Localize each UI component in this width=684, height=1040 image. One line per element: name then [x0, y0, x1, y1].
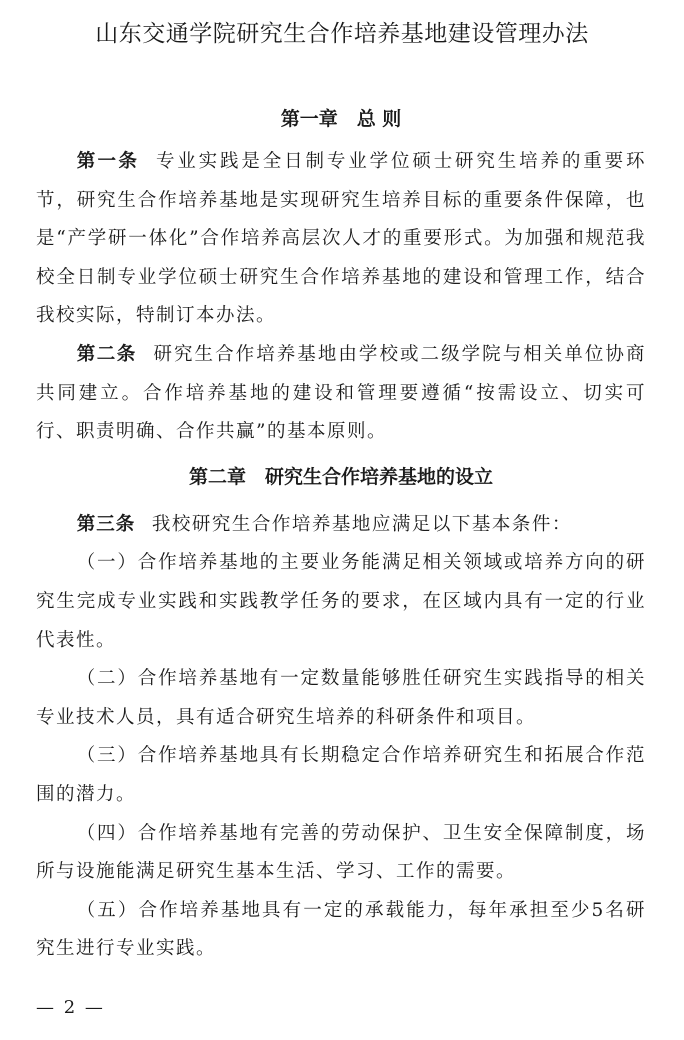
article-3-item-1: （一）合作培养基地的主要业务能满足相关领域或培养方向的研究生完成专业实践和实践教学任务的要求，在区域内具有一定的行业代表性。 — [36, 552, 646, 651]
page-number: — 2 — — [36, 997, 105, 1018]
chapter-1-heading: 第一章 总 则 — [280, 108, 402, 130]
document-title: 山东交通学院研究生合作培养基地建设管理办法 — [95, 21, 589, 47]
article-1-label: 第一条 — [76, 151, 140, 172]
article-1 — [36, 143, 646, 336]
article-2-label: 第二条 — [76, 343, 137, 365]
article-2 — [36, 336, 646, 452]
chapter-2-heading: 第二章 研究生合作培养基地的设立 — [188, 465, 493, 488]
article-3 — [36, 506, 646, 545]
article-3-item-5: （五）合作培养基地具有一定的承载能力，每年承担至少5名研究生进行专业实践。 — [36, 899, 646, 960]
document-body — [36, 98, 646, 969]
article-3-text: 我校研究生合作培养基地应满足以下基本条件： — [151, 513, 572, 535]
article-3-item-4: （四）合作培养基地有完善的劳动保护、卫生安全保障制度，场所与设施能满足研究生基本生活、学习、工作的需要。 — [36, 822, 646, 883]
article-3-item-3: （三）合作培养基地具有长期稳定合作培养研究生和拓展合作范围的潜力。 — [36, 745, 646, 805]
article-3-item-2: （二）合作培养基地有一定数量能够胜任研究生实践指导的相关专业技术人员，具有适合研究生培养的科研条件和项目。 — [36, 668, 646, 728]
article-1-text: 专业实践是全日制专业学位硕士研究生培养的重要环节，研究生合作培养基地是实现研究生培养目标的重要条件保障，也是“产学研一体化”合作培养高层次人才的重要形式。为加强和规范我校全日制专业学位硕士研究生合作培养基地的建设和管理工作，结合我校实际，特制订本办法。 — [36, 151, 646, 327]
article-2-text: 研究生合作培养基地由学校或二级学院与相关单位协商共同建立。合作培养基地的建设和管理要遵循“按需设立、切实可行、职责明确、合作共赢”的基本原则。 — [36, 343, 646, 443]
article-3-label: 第三条 — [76, 513, 136, 535]
